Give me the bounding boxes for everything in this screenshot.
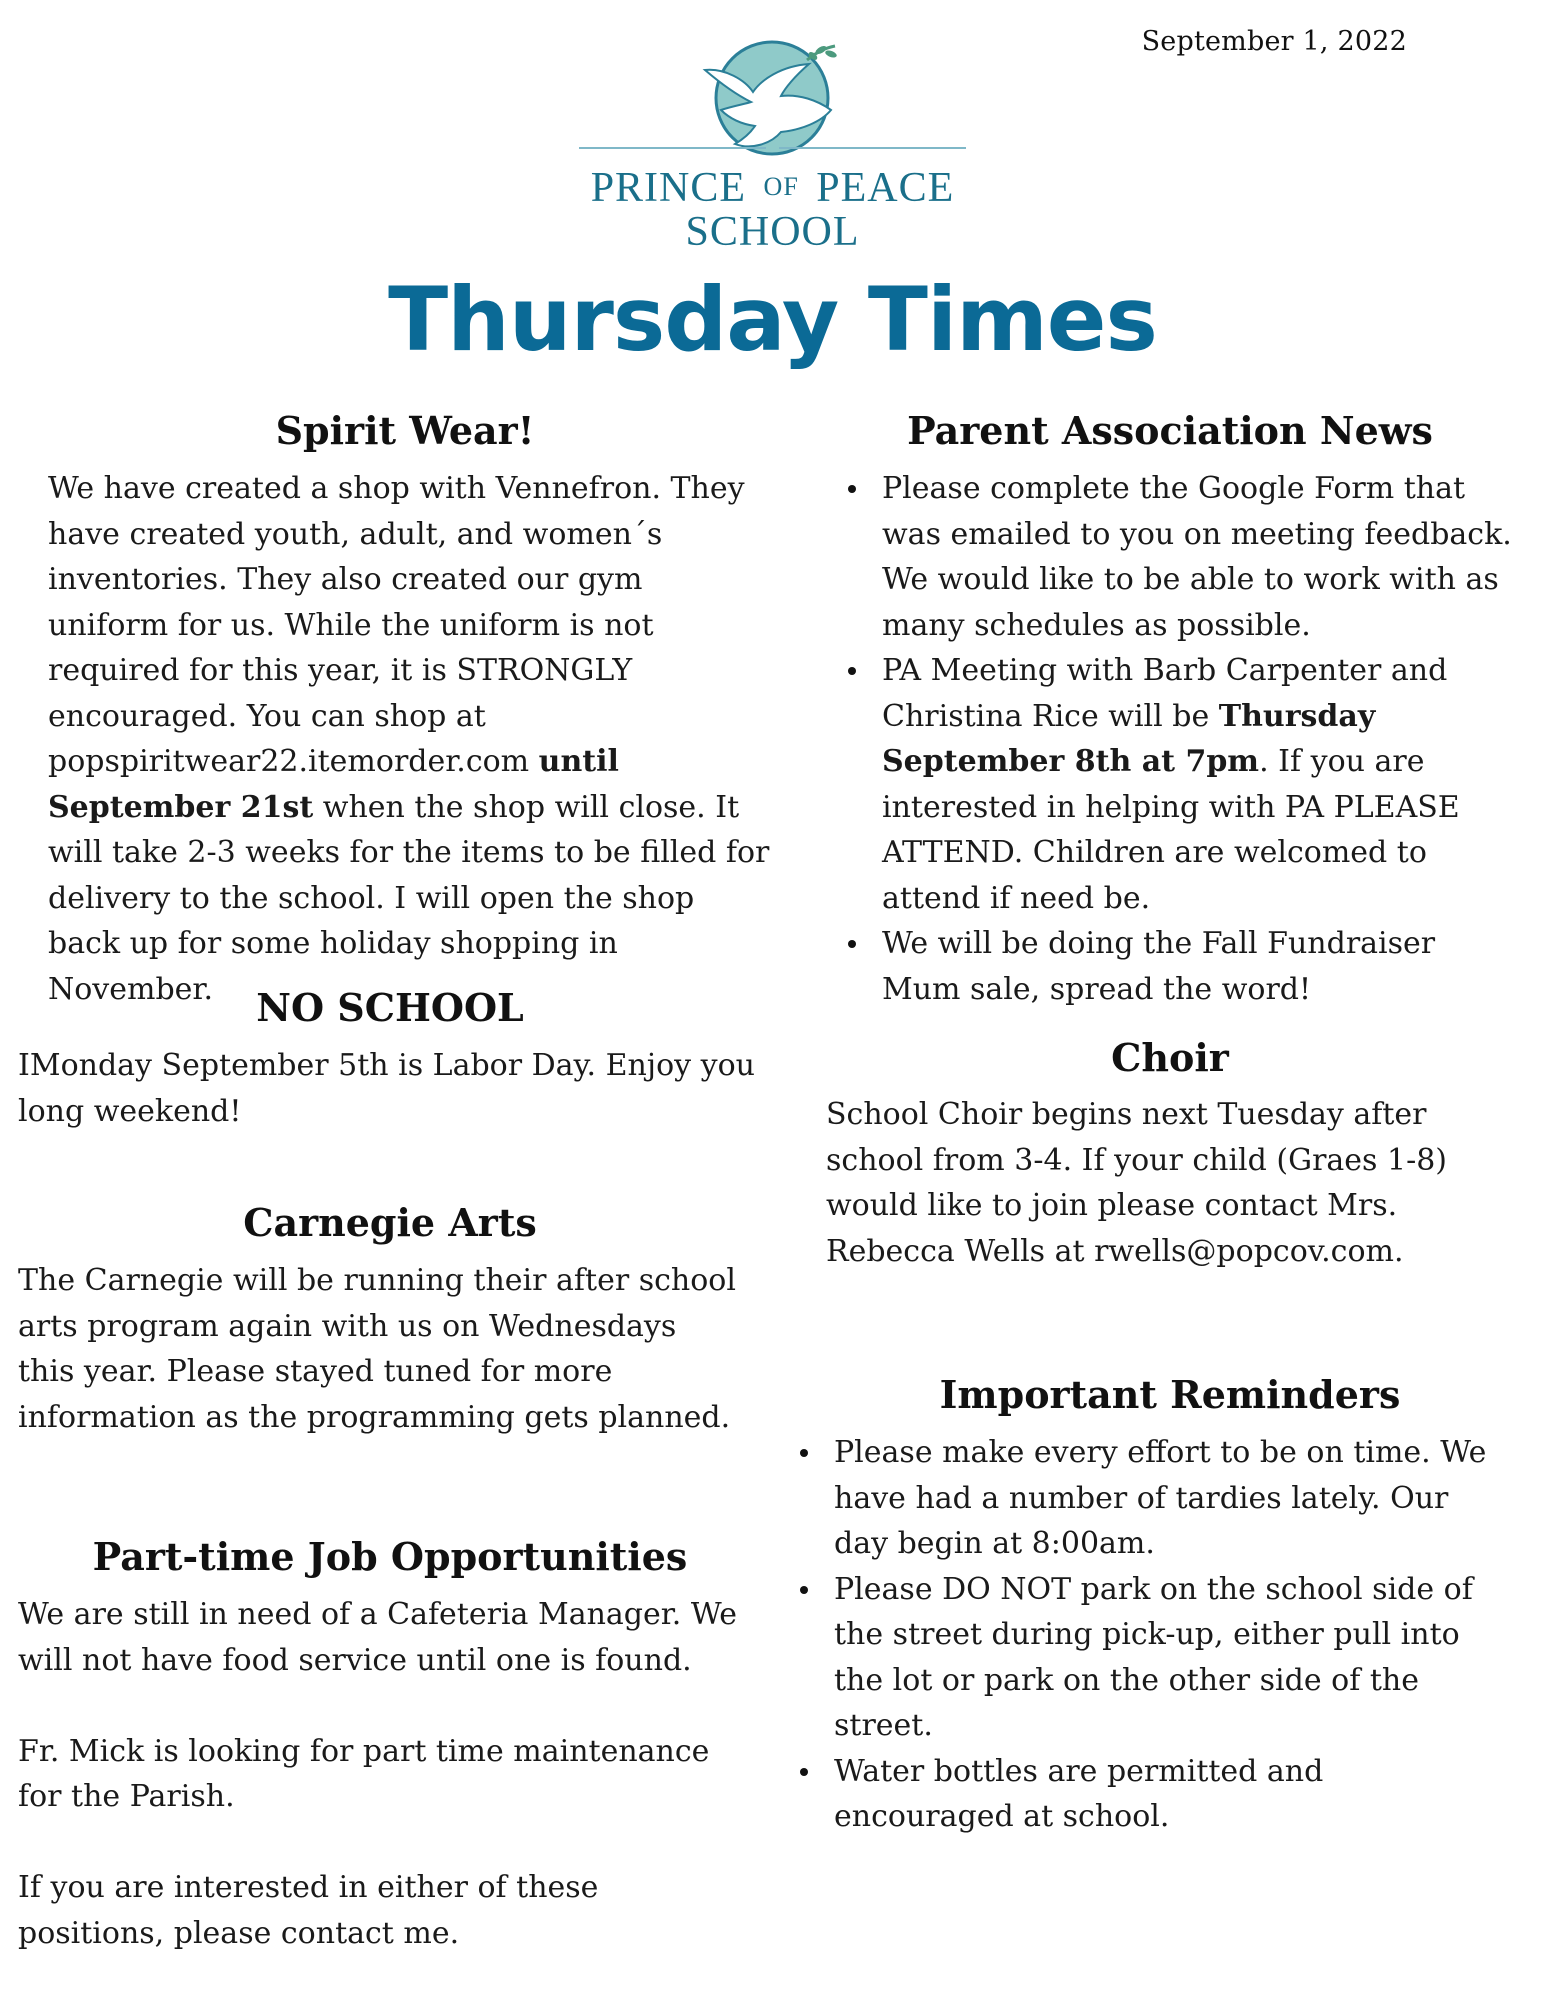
school-logo bbox=[585, 40, 960, 255]
reminder-item: Water bottles are permitted and encouraged at school. bbox=[834, 1749, 1506, 1840]
logo-word-of: OF bbox=[763, 172, 799, 201]
choir-text: School Choir begins next Tuesday after school from 3-4. If your child (Graes 1-8) would like to join please contact Mrs. Rebecca Wells at rwells@popcov.com. bbox=[826, 1097, 1447, 1269]
spirit-wear-heading: Spirit Wear! bbox=[275, 408, 535, 453]
pa-news-list bbox=[882, 466, 1522, 1012]
spirit-wear-text-a: We have created a shop with Vennefron. They have created youth, adult, and women´s inventories. They also created our gym uniform for us. While the uniform is not required for this year, it is STRONGLY encouraged. You can shop at popspiritwear22.itemorder.com bbox=[48, 471, 745, 779]
logo-word-prince: PRINCE bbox=[590, 165, 747, 211]
logo-rule-left bbox=[579, 147, 766, 149]
reminder-item: Please make every effort to be on time. We have had a number of tardies lately. Our day begin at 8:00am. bbox=[834, 1430, 1506, 1567]
pa-news-item: Please complete the Google Form that was emailed to you on meeting feedback. We would like to be able to work with as many schedules as possible. bbox=[882, 466, 1522, 648]
job-para-maintenance: Fr. Mick is looking for part time maintenance for the Parish. bbox=[18, 1733, 710, 1814]
pa-meeting-date: Thursday September 8th at 7pm bbox=[882, 698, 1376, 779]
carnegie-arts-text: The Carnegie will be running their after school arts program again with us on Wednesdays this year. Please stayed tuned for more information as the programming gets planned. bbox=[18, 1263, 736, 1435]
choir-heading: Choir bbox=[1111, 1035, 1229, 1080]
pa-meeting-text-b: . If you are interested in helping with PA PLEASE ATTEND. Children are welcomed to attend if need be. bbox=[882, 744, 1460, 916]
pa-news-heading: Parent Association News bbox=[907, 408, 1433, 453]
no-school-text: IMonday September 5th is Labor Day. Enjoy you long weekend! bbox=[18, 1048, 755, 1129]
dove-with-olive-branch-icon bbox=[585, 40, 960, 160]
job-para-cafeteria: We are still in need of a Cafeteria Manager. We will not have food service until one is found. bbox=[18, 1597, 738, 1678]
job-opportunities-text bbox=[18, 1592, 748, 1956]
pa-news-item: We will be doing the Fall Fundraiser Mum sale, spread the word! bbox=[882, 921, 1522, 1012]
newsletter-title: Thursday Times bbox=[388, 268, 1157, 371]
reminder-item: Please DO NOT park on the school side of the street during pick-up, either pull into the lot or park on the other side of the street. bbox=[834, 1567, 1506, 1749]
carnegie-arts-heading: Carnegie Arts bbox=[243, 1200, 537, 1245]
pa-meeting-text-a: PA Meeting with Barb Carpenter and Christina Rice will be bbox=[882, 653, 1448, 734]
logo-name-line1 bbox=[585, 164, 960, 212]
logo-word-peace: PEACE bbox=[816, 165, 955, 211]
reminders-heading: Important Reminders bbox=[939, 1372, 1401, 1417]
logo-rule-right bbox=[779, 147, 966, 149]
newsletter-date: September 1, 2022 bbox=[1141, 26, 1407, 57]
job-opportunities-heading: Part-time Job Opportunities bbox=[92, 1534, 688, 1579]
pa-news-item bbox=[882, 648, 1522, 921]
spirit-wear-text bbox=[48, 466, 770, 1012]
no-school-heading: NO SCHOOL bbox=[256, 985, 524, 1030]
spirit-wear-deadline: until September 21st bbox=[48, 744, 619, 825]
reminders-list bbox=[834, 1430, 1506, 1840]
spirit-wear-text-b: when the shop will close. It will take 2-3 weeks for the items to be filled for delivery to the school. I will open the shop back up for some holiday shopping in November. bbox=[48, 789, 770, 1007]
job-para-contact: If you are interested in either of these positions, please contact me. bbox=[18, 1870, 599, 1951]
logo-name-line2: SCHOOL bbox=[685, 209, 860, 255]
